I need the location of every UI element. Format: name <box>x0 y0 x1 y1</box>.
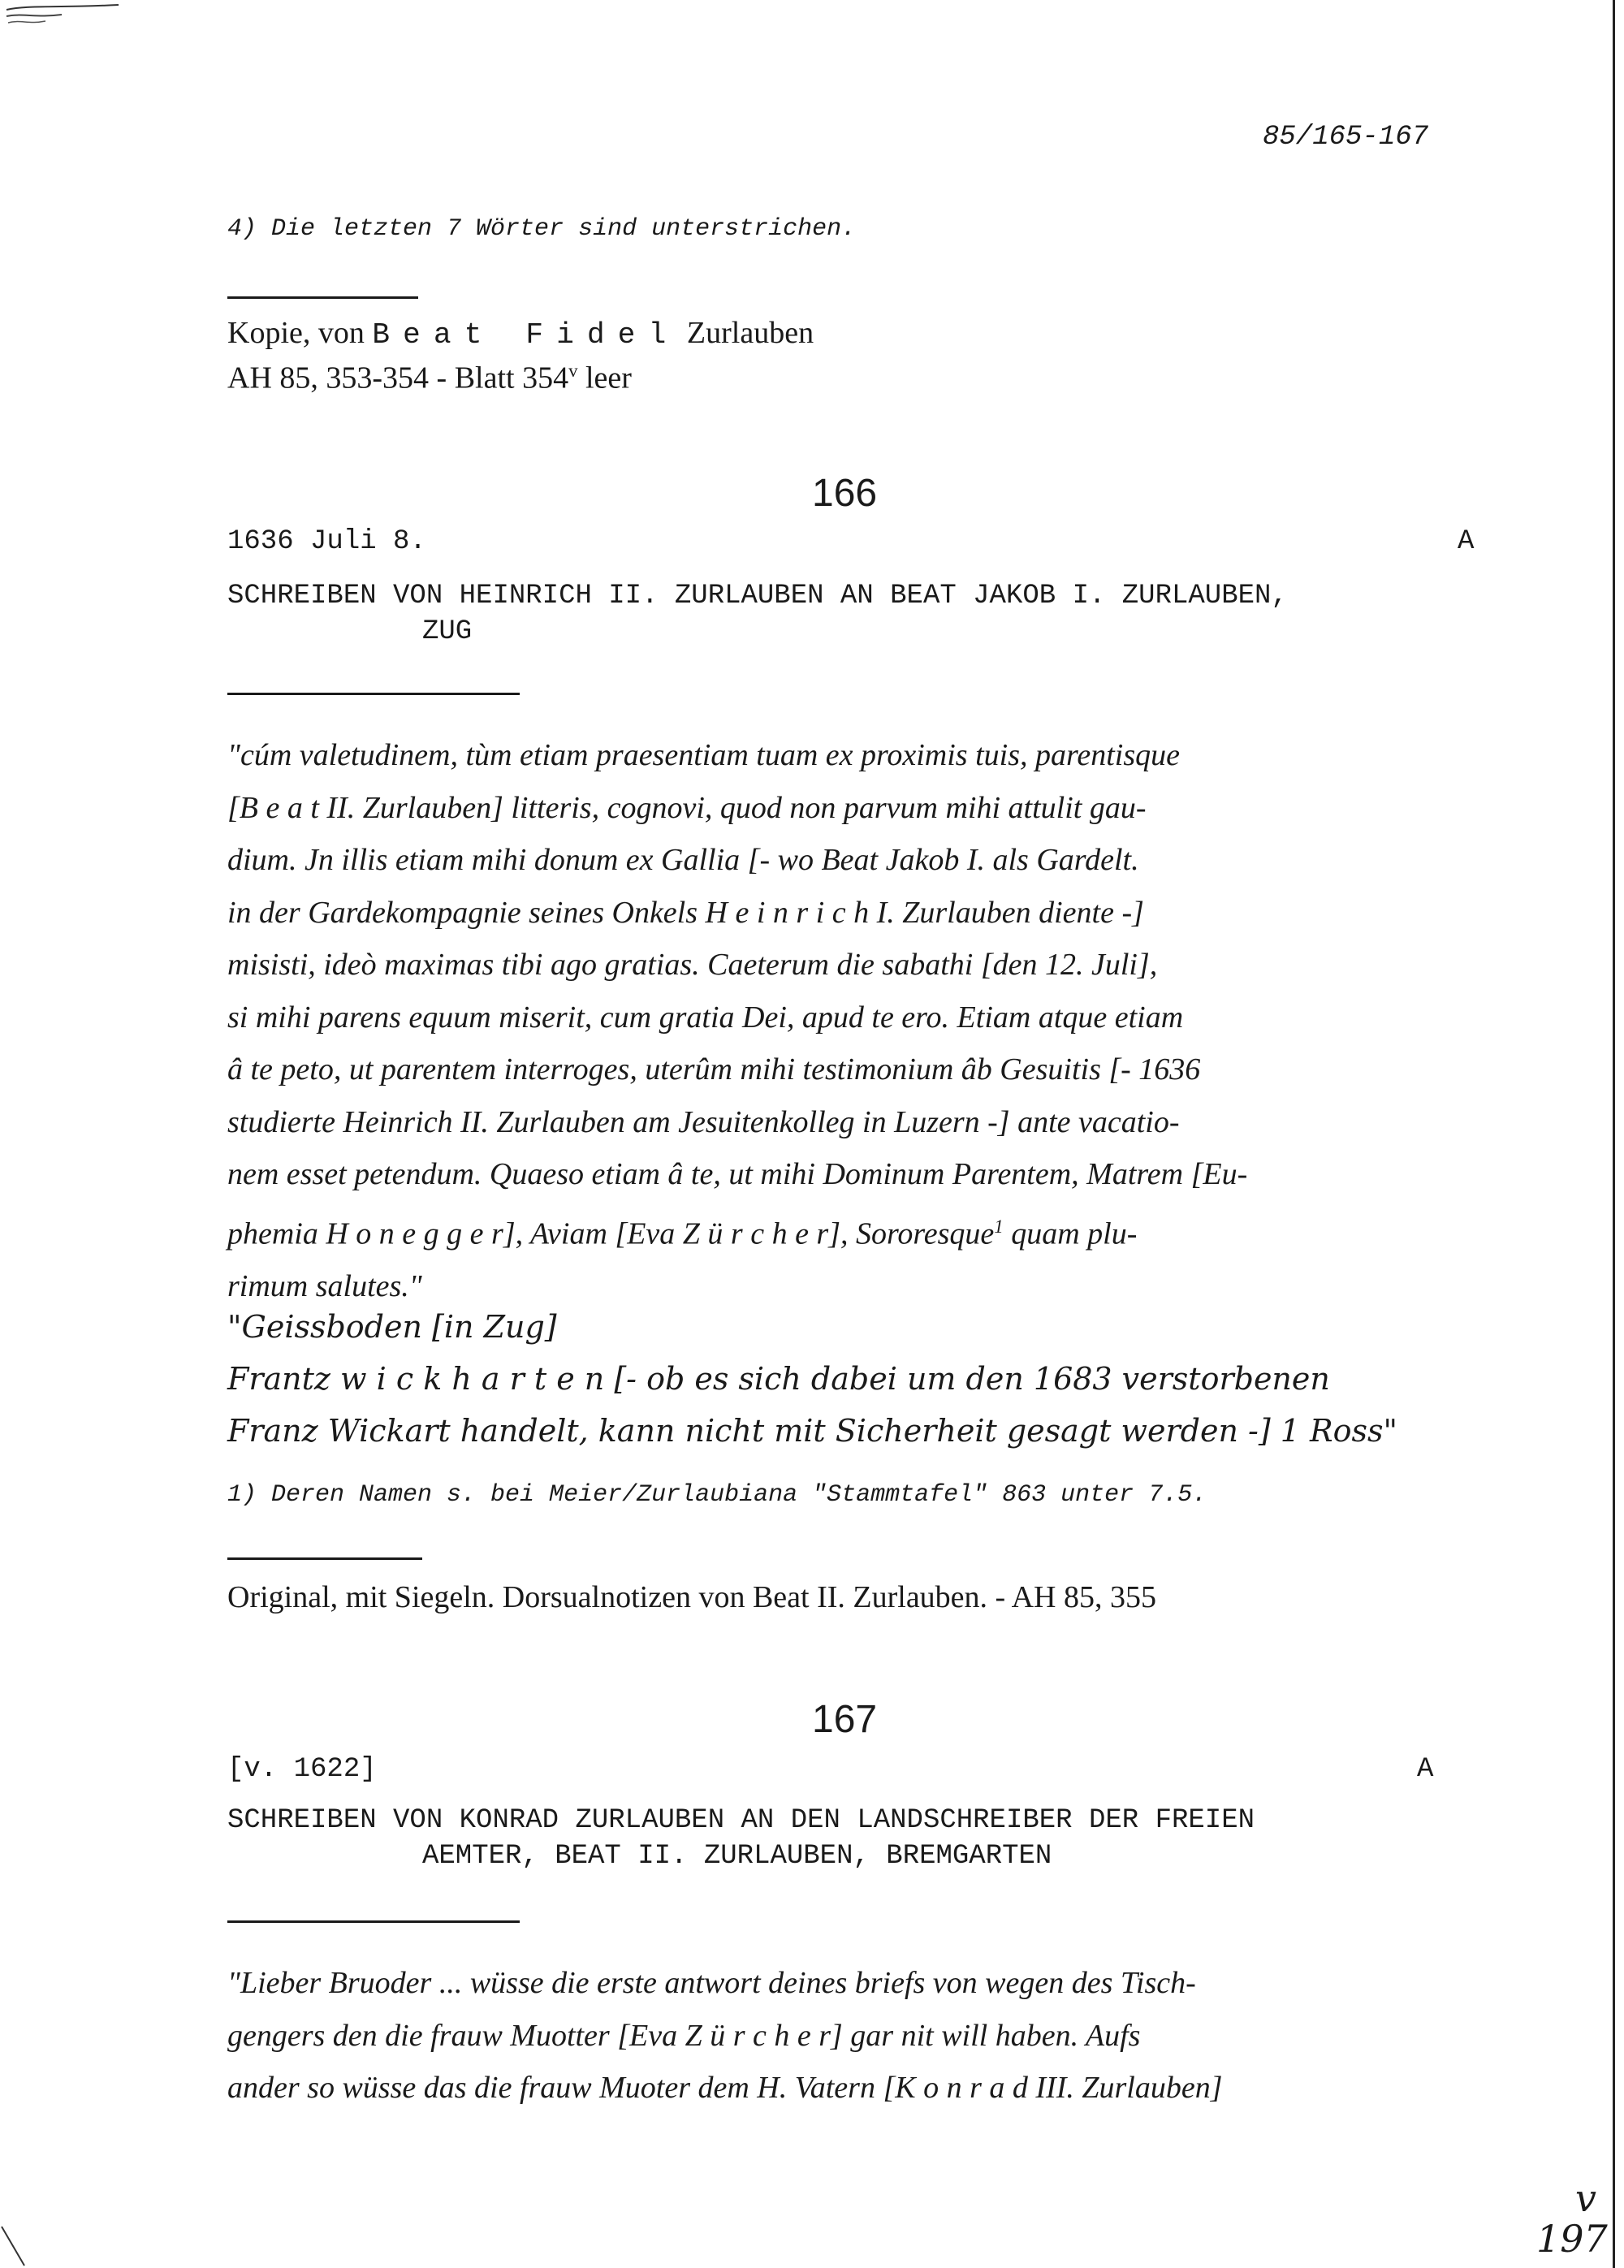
separator-rule <box>227 1920 520 1923</box>
scribble-mark <box>5 3 127 36</box>
body-line: [B e a t II. Zurlauben] litteris, cognovi, quod non parvum mihi attulit gau- <box>227 790 1147 825</box>
corner-stroke <box>0 2225 32 2268</box>
source-note-previous <box>227 315 814 396</box>
body-line: nem esset petendum. Quaeso etiam â te, ut mihi Dominum Parentem, Matrem [Eu- <box>227 1157 1248 1191</box>
body-line: "cúm valetudinem, tùm etiam praesentiam tuam ex proximis tuis, parentisque <box>227 738 1181 772</box>
source-note-166: Original, mit Siegeln. Dorsualnotizen von Beat II. Zurlauben. - AH 85, 355 <box>227 1580 1156 1614</box>
document-title-167 <box>227 1803 1255 1874</box>
separator-rule <box>227 1557 422 1560</box>
title-line-2: ZUG <box>422 616 473 647</box>
body-line: in der Gardekompagnie seines Onkels H e i n r i c h I. Zurlauben diente -] <box>227 895 1144 930</box>
title-line-2: AEMTER, BEAT II. ZURLAUBEN, BREMGARTEN <box>422 1841 1052 1872</box>
spaced-name: Beat Fidel <box>372 318 680 352</box>
document-number-166: 166 <box>812 472 878 515</box>
document-date-166: 1636 Juli 8. <box>227 526 426 557</box>
document-body-166 <box>227 729 1247 1312</box>
title-line-1: SCHREIBEN VON KONRAD ZURLAUBEN AN DEN LANDSCHREIBER DER FREIEN <box>227 1805 1255 1836</box>
body-line: rimum salutes." <box>227 1268 422 1303</box>
body-line: dium. Jn illis etiam mihi donum ex Gallia [- wo Beat Jakob I. als Gardelt. <box>227 843 1139 877</box>
body-line: "Lieber Bruoder ... wüsse die erste antwort deines briefs von wegen des Tisch- <box>227 1966 1196 2000</box>
hand-line: "Geissboden [in Zug] <box>227 1309 557 1345</box>
body-line: phemia H o n e g g e r], Aviam [Eva Z ü r c h e r], Sororesque$^1$ quam plu- <box>227 1216 1138 1251</box>
handwritten-transcription <box>227 1301 1397 1457</box>
margin-mark: v <box>1575 2176 1596 2220</box>
document-type-167: A <box>1417 1754 1434 1785</box>
source-line-2: AH 85, 353-354 - Blatt 354$^v$ leer <box>227 361 632 395</box>
document-date-167: [v. 1622] <box>227 1754 377 1785</box>
folio-number: 197 <box>1536 2217 1608 2261</box>
document-body-167 <box>227 1957 1222 2115</box>
title-line-1: SCHREIBEN VON HEINRICH II. ZURLAUBEN AN BEAT JAKOB I. ZURLAUBEN, <box>227 581 1288 611</box>
page-reference: 85/165-167 <box>1263 122 1429 153</box>
hand-line: Frantz w i c k h a r t e n [- ob es sich dabei um den 1683 verstorbenen <box>227 1361 1330 1397</box>
body-line: misisti, ideò maximas tibi ago gratias. Caeterum die sabathi [den 12. Juli], <box>227 948 1158 982</box>
body-line: ander so wüsse das die frauw Muoter dem H. Vatern [K o n r a d III. Zurlauben] <box>227 2071 1223 2105</box>
page-edge-line <box>1613 0 1615 2268</box>
hand-line: Franz Wickart handelt, kann nicht mit Sicherheit gesagt werden -] 1 Ross" <box>227 1413 1397 1449</box>
footnote-166: 1) Deren Namen s. bei Meier/Zurlaubiana "Stammtafel" 863 unter 7.5. <box>227 1481 1207 1509</box>
body-line: studierte Heinrich II. Zurlauben am Jesuitenkolleg in Luzern -] ante vacatio- <box>227 1104 1180 1139</box>
body-line: si mihi parens equum miserit, cum gratia Dei, apud te ero. Etiam atque etiam <box>227 1000 1184 1035</box>
separator-rule <box>227 693 520 695</box>
document-type-166: A <box>1458 526 1475 557</box>
document-number-167: 167 <box>812 1698 878 1741</box>
source-line-1: Kopie, von Beat Fidel Zurlauben <box>227 316 814 352</box>
footnote-previous: 4) Die letzten 7 Wörter sind unterstrichen. <box>227 215 857 243</box>
document-title-166 <box>227 578 1288 650</box>
body-line: â te peto, ut parentem interroges, uterûm mihi testimonium âb Gesuitis [- 1636 <box>227 1052 1201 1086</box>
separator-rule <box>227 296 418 299</box>
body-line: gengers den die frauw Muotter [Eva Z ü r c h e r] gar nit will haben. Aufs <box>227 2018 1141 2053</box>
